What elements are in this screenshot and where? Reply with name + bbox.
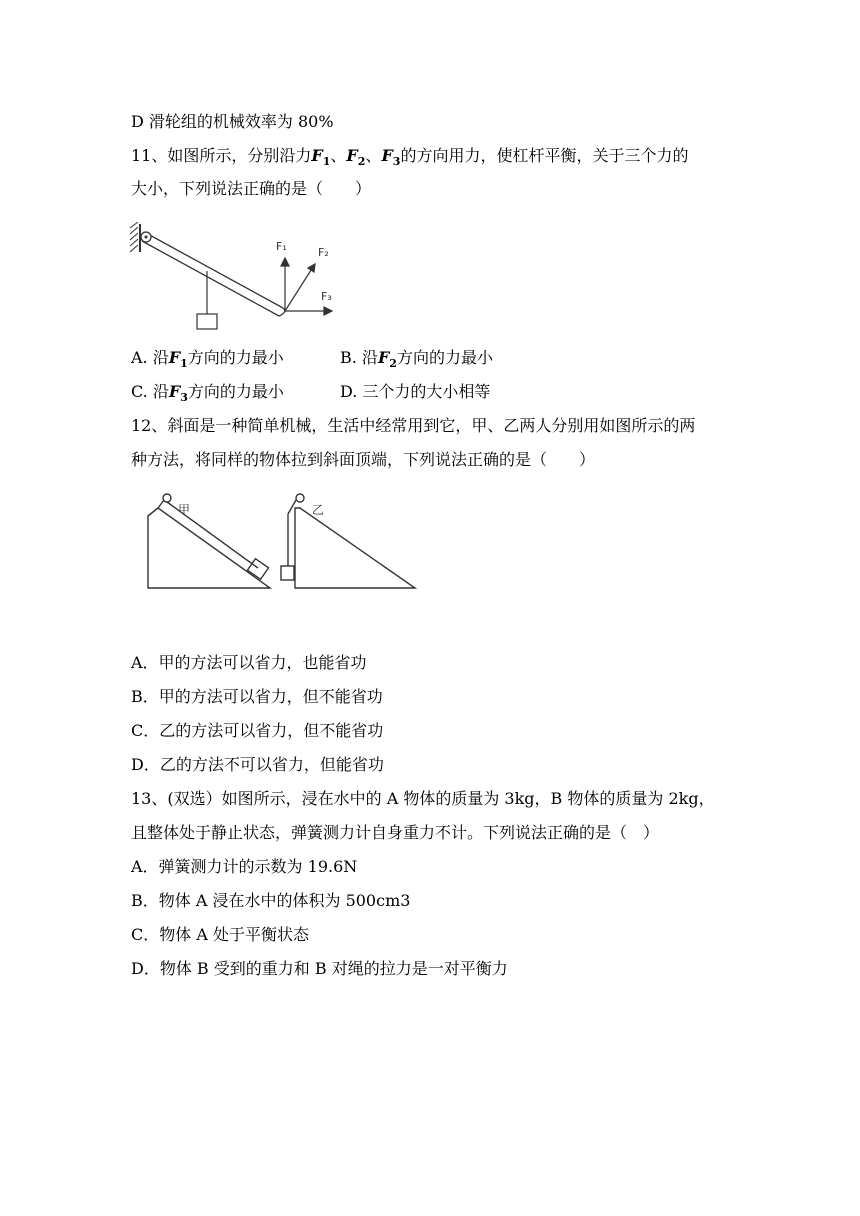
q11-option-a: A. 沿$F_1$方向的力最小 <box>131 348 284 371</box>
q12-option-c: C．乙的方法可以省力，但不能省功 <box>131 721 384 740</box>
q11-stem-post: 的方向用力，使杠杆平衡，关于三个力的 <box>400 146 689 165</box>
q11-stem-line2: 大小，下列说法正确的是（ ） <box>131 179 372 198</box>
lever-bar <box>142 233 285 316</box>
wall-hatch <box>130 222 140 252</box>
force-arrows <box>281 258 332 315</box>
q11-option-c: C. 沿$F_3$方向的力最小 <box>131 382 284 405</box>
prev-option-d: D 滑轮组的机械效率为 80% <box>131 112 334 131</box>
q12-option-b: B．甲的方法可以省力，但不能省功 <box>131 687 383 706</box>
q11-sep1: 、 <box>330 146 347 165</box>
q11-f3: $F_3$ <box>381 146 401 169</box>
q13-option-c: C．物体 A 处于平衡状态 <box>131 925 309 944</box>
q12-stem-line1: 12、斜面是一种简单机械，生活中经常用到它，甲、乙两人分别用如图所示的两 <box>131 416 696 435</box>
label-f3: F₃ <box>321 290 332 303</box>
q11-f2: $F_2$ <box>346 146 366 169</box>
q13-option-a: A．弹簧测力计的示数为 19.6N <box>131 857 358 876</box>
q12-option-d: D．乙的方法不可以省力，但能省功 <box>131 755 384 774</box>
q11-sep2: 、 <box>365 146 382 165</box>
hanging-weight <box>197 314 217 329</box>
q12-stem-line2: 种方法，将同样的物体拉到斜面顶端，下列说法正确的是（ ） <box>131 450 596 469</box>
label-yi: 乙 <box>312 503 325 517</box>
q11-stem-pre: 11、如图所示，分别沿力 <box>131 146 312 165</box>
q13-option-d: D．物体 B 受到的重力和 B 对绳的拉力是一对平衡力 <box>131 959 508 978</box>
q11-option-d: D. 三个力的大小相等 <box>340 382 491 401</box>
q11-option-b: B. 沿$F_2$方向的力最小 <box>340 348 493 371</box>
label-jia: 甲 <box>178 503 191 517</box>
lever-figure <box>128 222 343 334</box>
incline-figure <box>140 486 425 594</box>
q11-f1: $F_1$ <box>311 146 331 169</box>
label-f1: F₁ <box>276 240 287 253</box>
pulley-jia-icon <box>163 494 171 502</box>
block-yi <box>281 566 294 580</box>
label-f2: F₂ <box>318 246 329 259</box>
q13-stem-line1: 13、(双选）如图所示，浸在水中的 A 物体的质量为 3kg，B 物体的质量为 2kg， <box>131 789 715 808</box>
q13-stem-line2: 且整体处于静止状态，弹簧测力计自身重力不计。下列说法正确的是（ ） <box>131 823 660 842</box>
pulley-yi-icon <box>296 494 304 502</box>
q11-stem-line1 <box>131 145 688 173</box>
q13-option-b: B．物体 A 浸在水中的体积为 500cm3 <box>131 891 411 910</box>
q12-option-a: A．甲的方法可以省力，也能省功 <box>131 653 367 672</box>
